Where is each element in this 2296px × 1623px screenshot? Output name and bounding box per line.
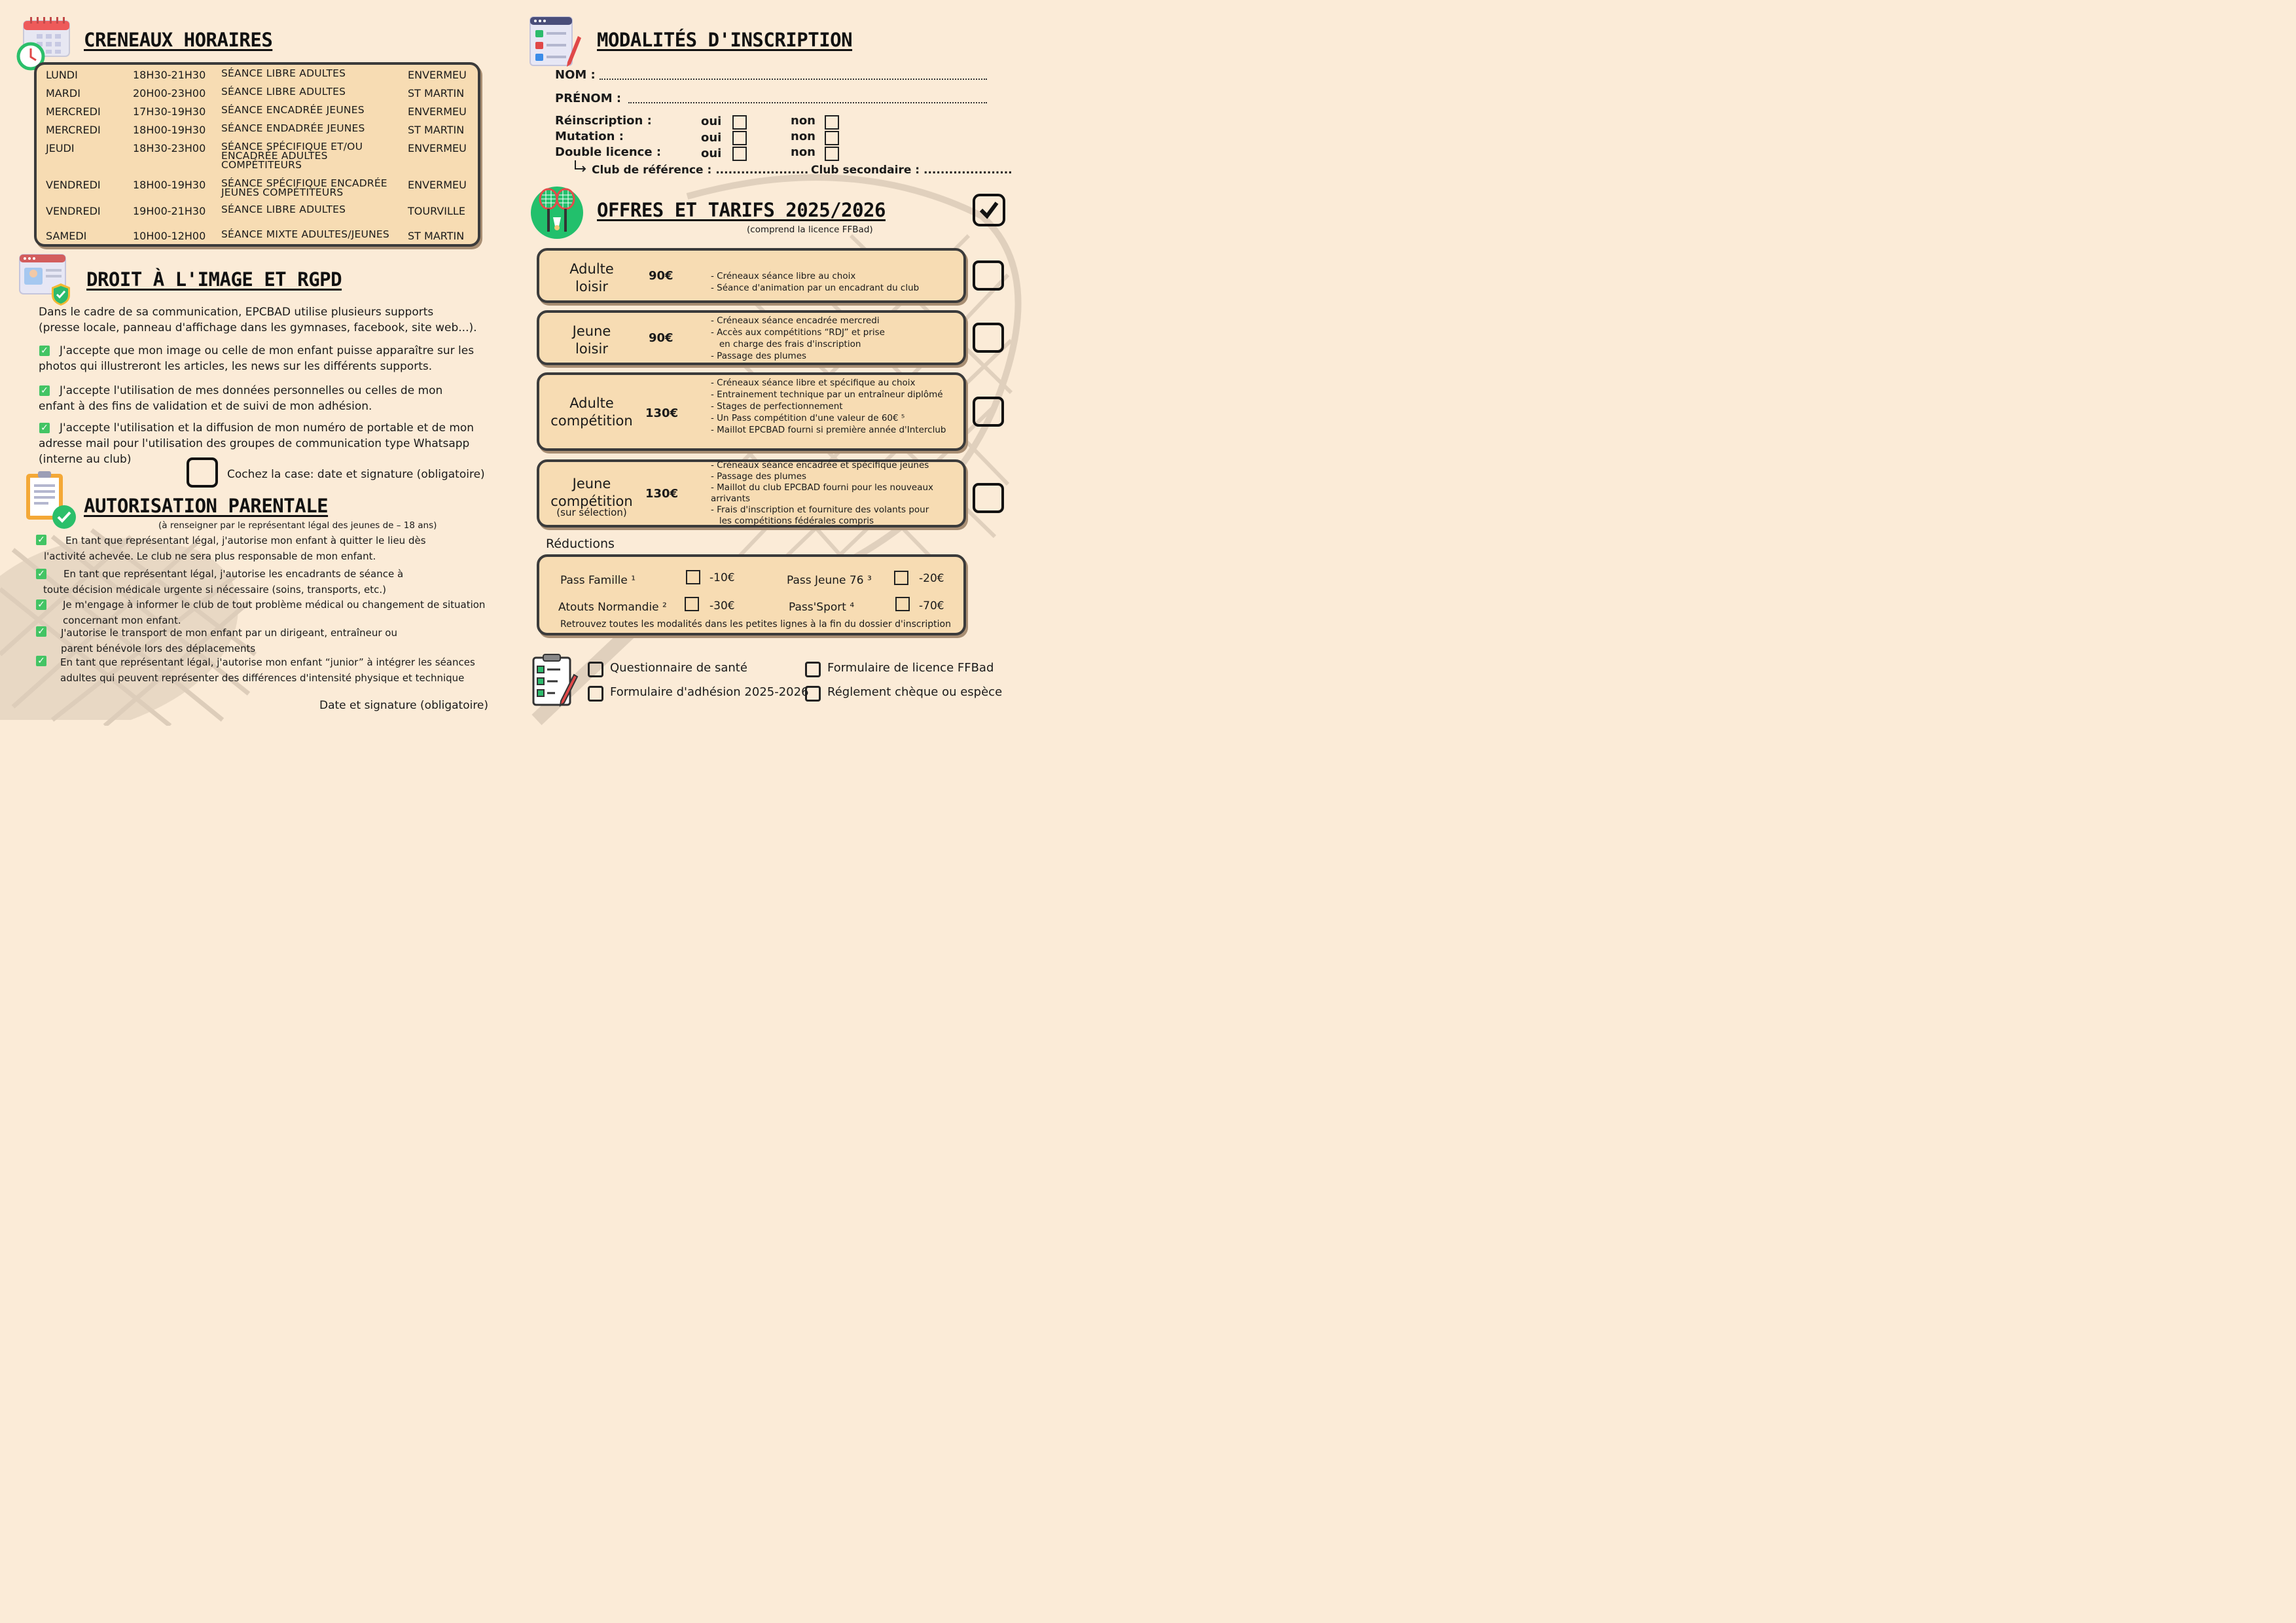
- offer-feature: - Créneaux séance encadrée et spécifique jeunes: [711, 460, 929, 471]
- rgpd-signature-note: Cochez la case: date et signature (obligatoire): [227, 468, 485, 481]
- registration-title: MODALITÉS D'INSCRIPTION: [597, 29, 853, 51]
- schedule-day: MARDI: [46, 87, 81, 99]
- schedule-time: 17H30-19H30: [133, 105, 206, 118]
- offer-feature: - Passage des plumes: [711, 351, 807, 361]
- offer-name-line-1: Jeune: [572, 323, 611, 339]
- offer-price: 130€: [645, 487, 679, 501]
- rgpd-consent-phone-checkbox[interactable]: ✓: [39, 423, 50, 433]
- offer-adulte-competition-card: [537, 372, 966, 451]
- offer-feature: - Un Pass compétition d'une valeur de 60€ ⁵: [711, 413, 905, 423]
- arrow-return-icon: [573, 160, 588, 173]
- reinscription-label: Réinscription :: [555, 114, 652, 128]
- schedule-row: [37, 105, 482, 121]
- offers-title: OFFRES ET TARIFS 2025/2026: [597, 199, 886, 221]
- atouts-normandie-value: -30€: [709, 599, 735, 613]
- schedule-row: [37, 124, 482, 139]
- check-badge-icon: [51, 504, 77, 530]
- parental-leave-checkbox[interactable]: ✓: [36, 535, 46, 545]
- parental-inform-line-2: concernant mon enfant.: [63, 615, 181, 626]
- schedule-time: 19H00-21H30: [133, 205, 206, 217]
- mutation-non-checkbox[interactable]: [825, 131, 839, 145]
- schedule-place: ST MARTIN: [408, 87, 465, 99]
- atouts-normandie-label: Atouts Normandie ²: [558, 601, 667, 614]
- schedule-row: [37, 87, 482, 103]
- reductions-label: Réductions: [546, 537, 615, 551]
- reinscription-non-checkbox[interactable]: [825, 115, 839, 130]
- parental-junior-line-1: En tant que représentant légal, j'autorise mon enfant “junior” à intégrer les séances: [60, 656, 475, 668]
- pass-jeune-label: Pass Jeune 76 ³: [787, 574, 872, 587]
- rgpd-intro-line-2: (presse locale, panneau d'affichage dans les gymnases, facebook, site web...).: [39, 321, 477, 334]
- offer-jeune-competition-card: [537, 459, 966, 527]
- double-non-checkbox[interactable]: [825, 147, 839, 161]
- rgpd-consent-phone-line-3: (interne au club): [39, 453, 132, 466]
- documents-checklist-icon: [531, 653, 580, 708]
- parental-junior-line-2: adultes qui peuvent représenter des différences d'intensité physique et technique: [60, 672, 465, 684]
- rgpd-consent-phone-line-2: adresse mail pour l'utilisation des groupes de communication type Whatsapp: [39, 437, 470, 450]
- pass-famille-checkbox[interactable]: [686, 570, 700, 584]
- schedule-time: 18H30-23H00: [133, 142, 206, 154]
- formulaire-licence-label: Formulaire de licence FFBad: [827, 661, 994, 675]
- parental-inform-checkbox[interactable]: ✓: [36, 599, 46, 610]
- rgpd-consent-data-line-2: enfant à des fins de validation et de suivi de mon adhésion.: [39, 400, 372, 413]
- parental-medical-checkbox[interactable]: ✓: [36, 569, 46, 579]
- mutation-label: Mutation :: [555, 130, 624, 143]
- schedule-time: 18H00-19H30: [133, 124, 206, 136]
- schedule-row: [37, 69, 482, 84]
- schedule-activity: SÉANCE MIXTE ADULTES/JEUNES: [221, 228, 389, 240]
- parental-transport-line-1: J'autorise le transport de mon enfant par un dirigeant, entraîneur ou: [61, 627, 397, 639]
- schedule-time: 10H00-12H00: [133, 230, 206, 242]
- offer-jeune-loisir-card: [537, 310, 966, 365]
- offer-feature: - Frais d'inscription et fourniture des volants pour: [711, 505, 929, 515]
- pass-sport-label: Pass'Sport ⁴: [789, 601, 855, 614]
- pass-jeune-checkbox[interactable]: [894, 571, 908, 585]
- pass-famille-value: -10€: [709, 571, 735, 584]
- offer-name-line-1: Adulte: [569, 261, 614, 277]
- offer-jeune-loisir-checkbox[interactable]: [973, 323, 1004, 353]
- rgpd-intro-line-1: Dans le cadre de sa communication, EPCBAD utilise plusieurs supports: [39, 306, 434, 319]
- schedule-activity: SÉANCE ENCADRÉE JEUNES: [221, 104, 365, 116]
- rgpd-consent-image-line-1: J'accepte que mon image ou celle de mon enfant puisse apparaître sur les: [60, 344, 475, 357]
- parental-junior-checkbox[interactable]: ✓: [36, 656, 46, 666]
- club-secondary-field[interactable]: Club secondaire : .....................: [811, 164, 1013, 177]
- mutation-non-label: non: [791, 130, 816, 143]
- offer-feature: - Créneaux séance libre au choix: [711, 271, 856, 281]
- formulaire-licence-checkbox[interactable]: [805, 662, 821, 677]
- schedule-place: ST MARTIN: [408, 124, 465, 136]
- schedule-day: LUNDI: [46, 69, 78, 81]
- schedule-row: [37, 230, 482, 245]
- schedule-activity: SÉANCE LIBRE ADULTES: [221, 204, 346, 215]
- pass-famille-label: Pass Famille ¹: [560, 574, 636, 587]
- reductions-panel: [537, 554, 966, 635]
- rgpd-consent-data-line-1: J'accepte l'utilisation de mes données personnelles ou celles de mon: [60, 384, 443, 397]
- schedule-place: ST MARTIN: [408, 230, 465, 242]
- rgpd-consent-image-line-2: photos qui illustreront les articles, les news sur les différents supports.: [39, 360, 433, 373]
- rgpd-consent-image-checkbox[interactable]: ✓: [39, 346, 50, 356]
- offer-name-line-1: Jeune: [572, 476, 611, 491]
- schedule-activity: SÉANCE SPÉCIFIQUE ENCADRÉE JEUNES COMPÉTITEURS: [221, 177, 387, 198]
- badminton-racket-icon: [530, 186, 584, 240]
- parental-transport-checkbox[interactable]: ✓: [36, 626, 46, 637]
- offer-name-line-2: compétition: [550, 413, 633, 429]
- offer-name-line-2: loisir: [575, 341, 608, 357]
- reinscription-oui-checkbox[interactable]: [732, 115, 747, 130]
- schedule-time: 20H00-23H00: [133, 87, 206, 99]
- offer-feature: les compétitions fédérales compris: [711, 516, 874, 526]
- checklist-form-icon: [529, 16, 584, 68]
- offer-jeune-competition-checkbox[interactable]: [973, 483, 1004, 513]
- parental-leave-line-2: l'activité achevée. Le club ne sera plus responsable de mon enfant.: [44, 550, 376, 562]
- schedule-panel: [34, 62, 480, 247]
- pass-sport-value: -70€: [919, 599, 944, 613]
- questionnaire-sante-label: Questionnaire de santé: [610, 661, 747, 675]
- reductions-note: Retrouvez toutes les modalités dans les petites lignes à la fin du dossier d'inscription: [560, 619, 951, 630]
- schedule-place: ENVERMEU: [408, 105, 467, 118]
- questionnaire-sante-checkbox[interactable]: [588, 662, 603, 677]
- schedule-day: VENDREDI: [46, 205, 101, 217]
- schedule-day: JEUDI: [46, 142, 75, 154]
- mutation-oui-label: oui: [701, 131, 722, 145]
- rgpd-signature-checkbox[interactable]: [187, 457, 218, 488]
- schedule-row: [37, 205, 482, 221]
- parental-signature-label: Date et signature (obligatoire): [319, 699, 489, 712]
- pass-sport-checkbox[interactable]: [895, 597, 910, 611]
- offers-subtitle: (comprend la licence FFBad): [747, 224, 873, 235]
- parental-transport-line-2: parent bénévole lors des déplacements: [61, 643, 256, 654]
- offer-adulte-loisir-card: [537, 248, 966, 303]
- big-checkbox-icon: [973, 194, 1005, 226]
- offer-name-line-2: compétition: [550, 493, 633, 509]
- schedule-place: TOURVILLE: [408, 205, 465, 217]
- schedule-place: ENVERMEU: [408, 69, 467, 81]
- offer-feature: - Stages de perfectionnement: [711, 401, 843, 412]
- schedule-activity: SÉANCE LIBRE ADULTES: [221, 86, 346, 98]
- rgpd-title: DROIT À L'IMAGE ET RGPD: [86, 268, 342, 291]
- schedule-day: MERCREDI: [46, 124, 101, 136]
- nom-field[interactable]: [600, 79, 987, 80]
- parental-inform-line-1: Je m'engage à informer le club de tout problème médical ou changement de situation: [63, 599, 486, 611]
- prenom-field[interactable]: [628, 102, 987, 103]
- atouts-normandie-checkbox[interactable]: [685, 597, 699, 611]
- offer-name-line-2: loisir: [575, 279, 608, 294]
- mutation-oui-checkbox[interactable]: [732, 131, 747, 145]
- double-licence-label: Double licence :: [555, 145, 662, 159]
- offer-feature: - Séance d'animation par un encadrant du club: [711, 283, 920, 293]
- schedule-place: ENVERMEU: [408, 142, 467, 154]
- club-reference-field[interactable]: Club de référence : ......................: [592, 164, 809, 177]
- offer-price: 90€: [649, 269, 673, 283]
- schedule-activity: SÉANCE SPÉCIFIQUE ET/OU ENCADRÉE ADULTES COMPÉTITEURS: [221, 141, 363, 171]
- reinscription-non-label: non: [791, 114, 816, 128]
- schedule-title: CRENEAUX HORAIRES: [84, 29, 273, 51]
- double-oui-label: oui: [701, 147, 722, 160]
- offer-feature: - Entrainement technique par un entraîneur diplômé: [711, 389, 943, 400]
- double-non-label: non: [791, 145, 816, 159]
- schedule-time: 18H30-21H30: [133, 69, 206, 81]
- prenom-label: PRÉNOM :: [555, 92, 622, 105]
- rgpd-consent-data-checkbox[interactable]: ✓: [39, 385, 50, 396]
- offer-feature: - Maillot EPCBAD fourni si première année d'Interclub: [711, 425, 946, 435]
- schedule-row: [37, 141, 482, 171]
- schedule-time: 18H00-19H30: [133, 179, 206, 191]
- offer-feature: - Créneaux séance libre et spécifique au choix: [711, 378, 916, 388]
- schedule-day: MERCREDI: [46, 105, 101, 118]
- reglement-checkbox[interactable]: [805, 686, 821, 702]
- schedule-activity: SÉANCE LIBRE ADULTES: [221, 67, 346, 79]
- offer-adulte-competition-checkbox[interactable]: [973, 397, 1004, 427]
- formulaire-adhesion-checkbox[interactable]: [588, 686, 603, 702]
- schedule-row: [37, 177, 482, 198]
- parental-medical-line-1: En tant que représentant légal, j'autorise les encadrants de séance à: [63, 568, 404, 580]
- parental-medical-line-2: toute décision médicale urgente si nécessaire (soins, transports, etc.): [43, 584, 387, 596]
- reinscription-oui-label: oui: [701, 115, 722, 128]
- schedule-day: VENDREDI: [46, 179, 101, 191]
- offer-feature: en charge des frais d'inscription: [711, 339, 861, 349]
- parental-leave-line-1: En tant que représentant légal, j'autorise mon enfant à quitter le lieu dès: [65, 535, 426, 546]
- schedule-activity: SÉANCE ENDADRÉE JEUNES: [221, 122, 365, 134]
- parental-subtitle: (à renseigner par le représentant légal des jeunes de – 18 ans): [158, 520, 437, 531]
- reglement-label: Réglement chèque ou espèce: [827, 685, 1003, 699]
- offer-feature: - Créneaux séance encadrée mercredi: [711, 315, 880, 326]
- formulaire-adhesion-label: Formulaire d'adhésion 2025-2026: [610, 685, 809, 699]
- offer-name-line-1: Adulte: [569, 395, 614, 411]
- offer-adulte-loisir-checkbox[interactable]: [973, 260, 1004, 291]
- pass-jeune-value: -20€: [919, 572, 944, 585]
- double-oui-checkbox[interactable]: [732, 147, 747, 161]
- shield-check-icon: [50, 282, 72, 307]
- offer-price: 90€: [649, 331, 673, 345]
- parental-title: AUTORISATION PARENTALE: [84, 495, 329, 517]
- offer-selection-note: (sur sélection): [556, 507, 627, 518]
- offer-feature: arrivants: [711, 493, 751, 504]
- offer-feature: - Maillot du club EPCBAD fourni pour les nouveaux: [711, 482, 934, 493]
- schedule-place: ENVERMEU: [408, 179, 467, 191]
- schedule-day: SAMEDI: [46, 230, 87, 242]
- offer-feature: - Passage des plumes: [711, 471, 807, 482]
- rgpd-consent-phone-line-1: J'accepte l'utilisation et la diffusion de mon numéro de portable et de mon: [60, 421, 475, 435]
- offer-price: 130€: [645, 406, 679, 420]
- nom-label: NOM :: [555, 68, 596, 82]
- offer-feature: - Accès aux compétitions “RDJ” et prise: [711, 327, 885, 338]
